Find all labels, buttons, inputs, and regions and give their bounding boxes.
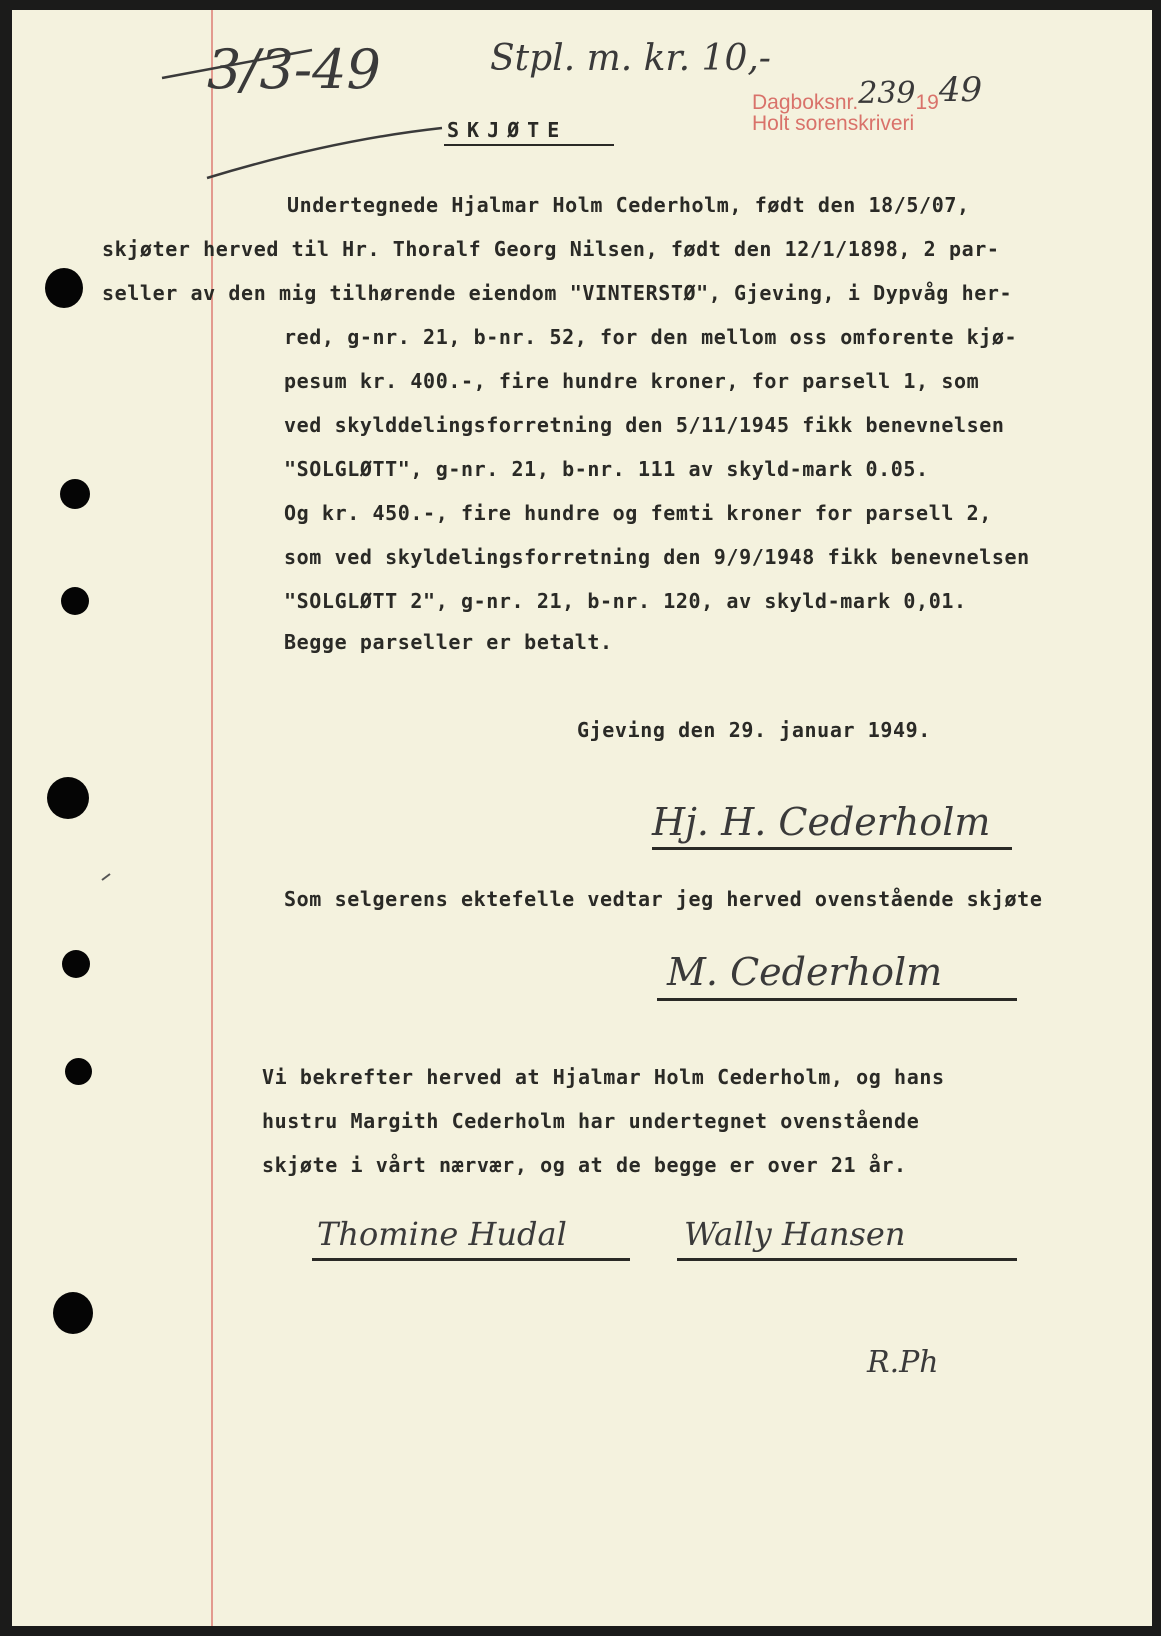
stamp-year-prefix: 19	[915, 91, 939, 114]
spouse-signature: M. Cederholm	[667, 950, 943, 994]
witness-line: skjøte i vårt nærvær, og at de begge er over 21 år.	[262, 1153, 907, 1177]
pen-stroke	[102, 874, 110, 880]
body-line: Begge parseller er betalt.	[284, 630, 613, 654]
stamp-label: Dagboksnr.	[752, 91, 859, 114]
body-line: Og kr. 450.-, fire hundre og femti kroner for parsell 2,	[284, 501, 992, 525]
stamp-office: Holt sorenskriveri	[752, 112, 915, 135]
seller-signature: Hj. H. Cederholm	[652, 800, 991, 844]
clerk-initials: R.Ph	[867, 1345, 939, 1380]
witness-line: hustru Margith Cederholm har undertegnet ovenstående	[262, 1109, 920, 1133]
body-line: "SOLGLØTT", g-nr. 21, b-nr. 111 av skyld-mark 0.05.	[284, 457, 929, 481]
document-page	[12, 10, 1152, 1626]
body-line: Undertegnede Hjalmar Holm Cederholm, født den 18/5/07,	[287, 193, 970, 217]
body-line: som ved skyldelingsforretning den 9/9/1948 fikk benevnelsen	[284, 545, 1030, 569]
witness1-signature: Thomine Hudal	[317, 1215, 567, 1253]
body-line: seller av den mig tilhørende eiendom "VINTERSTØ", Gjeving, i Dypvåg her-	[102, 281, 1013, 305]
pen-stroke	[162, 50, 312, 78]
body-line: ved skylddelingsforretning den 5/11/1945 fikk benevnelsen	[284, 413, 1005, 437]
stamp-year-suffix: 49	[938, 70, 983, 110]
document-title: SKJØTE	[447, 118, 568, 142]
witness-line: Vi bekrefter herved at Hjalmar Holm Cederholm, og hans	[262, 1065, 945, 1089]
handwritten-fee-note: Stpl. m. kr. 10,-	[490, 38, 771, 79]
handwritten-date: 3/3-49	[207, 38, 381, 101]
stamp-number: 239	[858, 76, 916, 111]
spouse-statement: Som selgerens ektefelle vedtar jeg herved ovenstående skjøte	[284, 887, 1043, 911]
witness2-signature: Wally Hansen	[684, 1215, 906, 1253]
pen-stroke	[207, 128, 442, 178]
body-line: red, g-nr. 21, b-nr. 52, for den mellom oss omforente kjø-	[284, 325, 1018, 349]
body-line: skjøter herved til Hr. Thoralf Georg Nilsen, født den 12/1/1898, 2 par-	[102, 237, 1000, 261]
body-line: "SOLGLØTT 2", g-nr. 21, b-nr. 120, av skyld-mark 0,01.	[284, 589, 967, 613]
pen-strokes	[12, 10, 1152, 1626]
body-line: pesum kr. 400.-, fire hundre kroner, for parsell 1, som	[284, 369, 980, 393]
place-date: Gjeving den 29. januar 1949.	[577, 718, 931, 742]
